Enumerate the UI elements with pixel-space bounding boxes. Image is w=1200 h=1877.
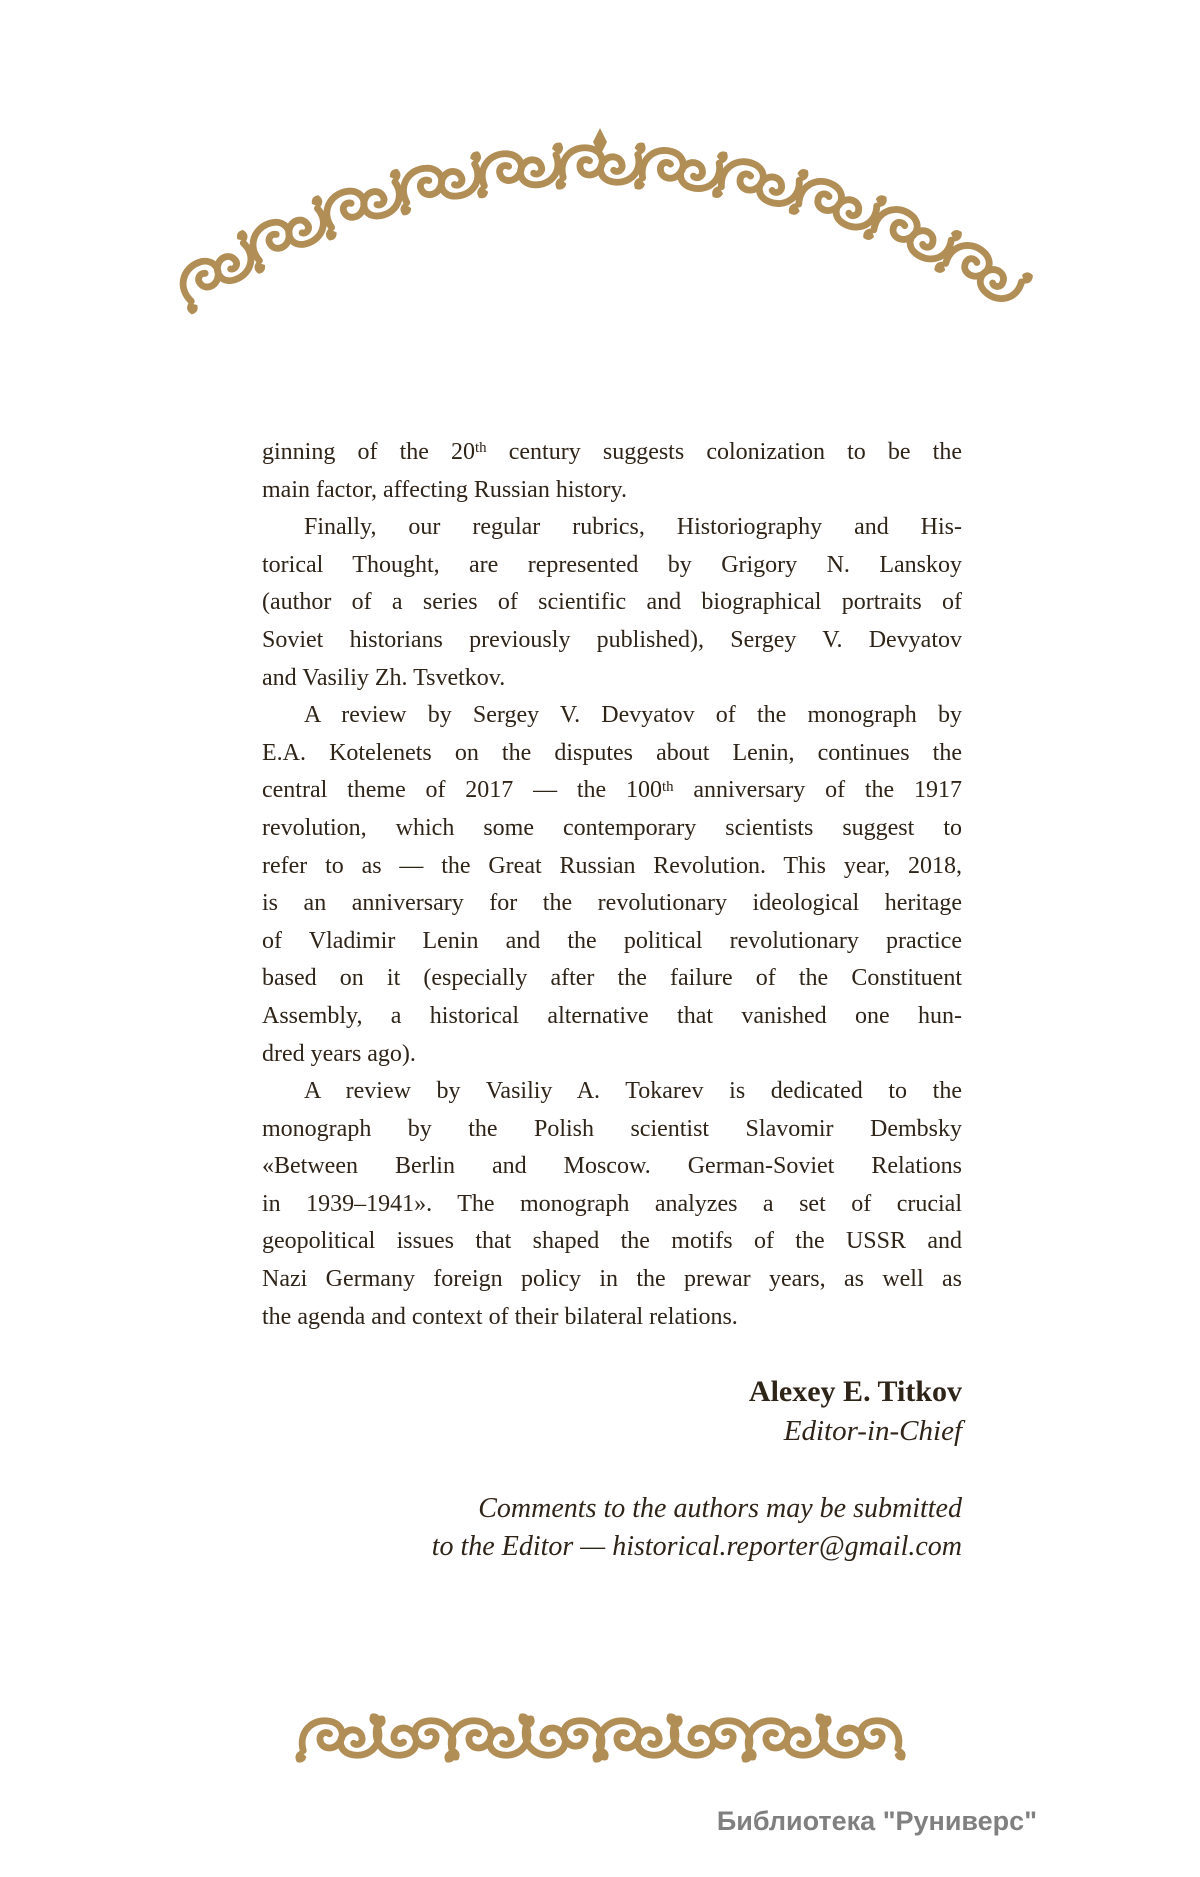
bottom-ornament-band-icon	[0, 1700, 1200, 1780]
editorial-text-block	[262, 434, 962, 1336]
body-text-line: Nazi Germany foreign policy in the prewar years, as well as	[262, 1266, 962, 1293]
comments-note-line: Comments to the authors may be submitted	[478, 1493, 962, 1524]
body-text-line: E.A. Kotelenets on the disputes about Lenin, continues the	[262, 739, 962, 766]
comments-note-line: to the Editor — historical.reporter@gmail.com	[431, 1531, 962, 1562]
top-ornament-arc-icon	[0, 0, 1200, 320]
body-text-line: monograph by the Polish scientist Slavomir Dembsky	[262, 1115, 962, 1142]
body-text-line: in 1939–1941». The monograph analyzes a set of crucial	[262, 1190, 962, 1217]
editor-title: Editor-in-Chief	[783, 1415, 962, 1447]
body-text-line: dred years ago).	[262, 1040, 416, 1067]
body-text-line: and Vasiliy Zh. Tsvetkov.	[262, 664, 506, 691]
editor-name: Alexey E. Titkov	[748, 1375, 962, 1408]
body-text-line: Finally, our regular rubrics, Historiography and His-	[304, 514, 962, 541]
library-watermark: Библиотека "Руниверс"	[716, 1806, 1037, 1836]
body-text-line: ginning of the 20th century suggests colonization to be the	[262, 439, 962, 465]
body-text-line: Assembly, a historical alternative that vanished one hun-	[262, 1002, 962, 1029]
signature-block	[262, 1372, 962, 1450]
body-text-line: the agenda and context of their bilateral relations.	[262, 1303, 738, 1330]
body-text-line: based on it (especially after the failure of the Constituent	[262, 965, 962, 992]
body-text-line: A review by Sergey V. Devyatov of the monograph by	[304, 702, 962, 729]
body-text-line: refer to as — the Great Russian Revolution. This year, 2018,	[262, 852, 962, 879]
body-text-line: geopolitical issues that shaped the motifs of the USSR and	[262, 1228, 962, 1255]
body-text-line: «Between Berlin and Moscow. German-Soviet Relations	[262, 1153, 962, 1180]
body-text-line: of Vladimir Lenin and the political revolutionary practice	[262, 927, 962, 954]
body-text-line: main factor, affecting Russian history.	[262, 476, 627, 503]
body-text-line: central theme of 2017 — the 100th anniversary of the 1917	[262, 777, 962, 804]
body-text-line: A review by Vasiliy A. Tokarev is dedicated to the	[304, 1078, 962, 1105]
body-text-line: Soviet historians previously published), Sergey V. Devyatov	[262, 626, 962, 653]
body-text-line: torical Thought, are represented by Grigory N. Lanskoy	[262, 551, 962, 578]
body-text-line: is an anniversary for the revolutionary ideological heritage	[262, 890, 962, 917]
body-text-line: revolution, which some contemporary scientists suggest to	[262, 814, 962, 841]
body-text-line: (author of a series of scientific and biographical portraits of	[262, 589, 962, 616]
comments-note	[262, 1490, 962, 1566]
